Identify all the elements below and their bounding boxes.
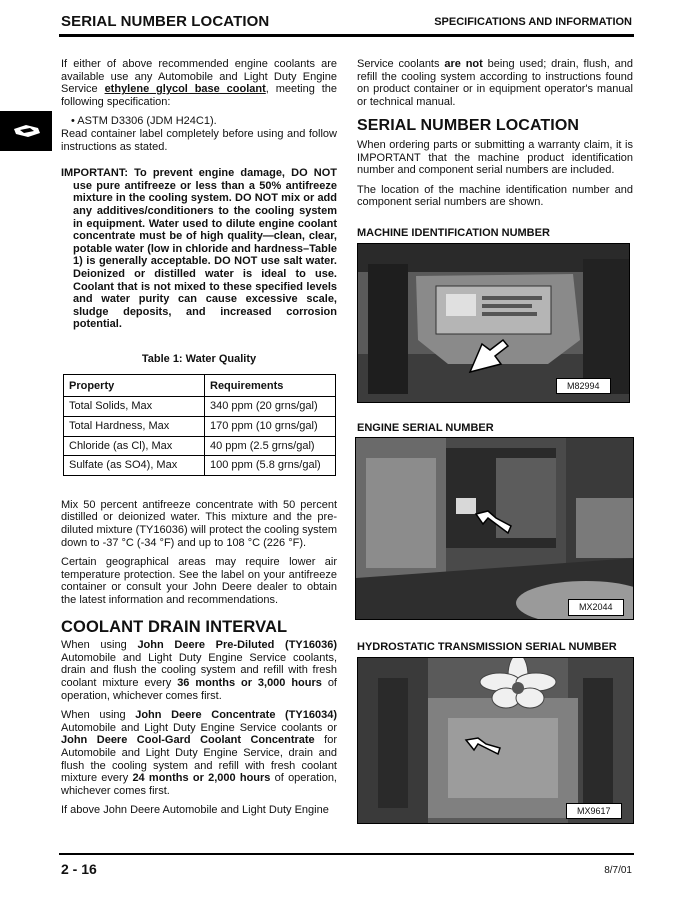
coolant-intro: If either of above recommended engine coolants are available use any Automobile and Light Duty Engine Service ethylene glycol base coolant, meeting the following specification: [61,58,337,108]
right-column [357,58,633,824]
table-title: Table 1: Water Quality [141,352,257,365]
transmission-serial-heading: HYDROSTATIC TRANSMISSION SERIAL NUMBER [357,641,617,654]
figure-code: M82994 [556,378,611,395]
drain-interval-heading: COOLANT DRAIN INTERVAL [61,617,288,636]
table-row [64,417,336,437]
table-cell: Sulfate (as SO4), Max [64,456,205,476]
page-number: 2 - 16 [61,861,97,877]
left-column [61,58,337,824]
engine-serial-photo [355,437,634,620]
transmission-illustration [358,658,634,824]
drain-paragraph-2: When using John Deere Concentrate (TY16034) Automobile and Light Duty Engine Service coolants or John Deere Cool-Gard Coolant Concentrate for Automobile and Light Duty Engine Service, drain and flush the cooling system and refill with fresh coolant mixture every 24 months or 2,000 hours of operation, whichever comes first. [61,709,337,797]
revision-date: 8/7/01 [604,865,632,876]
figure-code: MX9617 [566,803,622,820]
transmission-serial-photo [357,657,634,824]
table-cell: 170 ppm (10 grns/gal) [205,417,336,437]
mix-paragraph: Mix 50 percent antifreeze concentrate with 50 percent distilled or deionized water. This mixture and the pre-diluted mixture (TY16036) will protect the cooling system down to -37 °C (-34 °F) and up to 108 °C (226 °F). [61,498,337,549]
section-title: SERIAL NUMBER LOCATION [61,13,270,30]
serial-location-heading: SERIAL NUMBER LOCATION [357,117,580,135]
table-cell: 40 ppm (2.5 grns/gal) [205,436,336,456]
figure-code: MX2044 [568,599,624,616]
location-paragraph: The location of the machine identification number and component serial numbers are shown. [357,183,633,209]
table-cell: Total Solids, Max [64,397,205,417]
header-rule [59,34,634,37]
table-header: Requirements [205,375,336,397]
water-quality-table [63,374,336,475]
drain-paragraph-3: If above John Deere Automobile and Light Duty Engine [61,804,329,817]
engine-serial-heading: ENGINE SERIAL NUMBER [357,421,494,434]
footer-rule [59,853,634,855]
table-row [64,436,336,456]
table-header: Property [64,375,205,397]
read-label-note: Read container label completely before using and follow instructions as stated. [61,127,337,153]
chapter-title: SPECIFICATIONS AND INFORMATION [434,16,632,28]
table-cell: 340 ppm (20 grns/gal) [205,397,336,417]
section-tab-marker [0,111,52,151]
tractor-icon [12,121,42,141]
table-cell: 100 ppm (5.8 grns/gal) [205,456,336,476]
table-header-row [64,375,336,397]
important-notice: IMPORTANT: To prevent engine damage, DO NOT use pure antifreeze or less than a 50% antifreeze mixture in the cooling system. DO NOT mix or add any additives/conditioners to the cooling system in equipment. Water used to dilute engine coolant concentrate must be of high quality—clean, clear, potable water (low in chloride and hardness–Table 1) is generally acceptable. DO NOT use salt water. Deionized or distilled water is ideal to use. Coolant that is not mixed to these specified levels and water purity can cause excessive scale, sludge deposits, and increased corrosion potential. [61,167,337,331]
coolant-type-link: ethylene glycol base coolant [104,83,266,96]
table-cell: Chloride (as Cl), Max [64,436,205,456]
drain-paragraph-1: When using John Deere Pre-Diluted (TY16036) Automobile and Light Duty Engine Service coolants, drain and flush the cooling system and refill with fresh coolant mixture every 36 months or 3,000 hours of operation, whichever comes first. [61,639,338,702]
table-row [64,456,336,476]
continued-paragraph: Service coolants are not being used; drain, flush, and refill the cooling system according to instructions found on product container or in equipment operator's manual or technical manual. [357,58,633,108]
machine-id-photo [357,243,630,403]
spec-bullet: • ASTM D3306 (JDM H24C1). [71,115,217,128]
geographic-paragraph: Certain geographical areas may require lower air temperature protection. See the label on your antifreeze container or consult your John Deere dealer to obtain the latest information and recommendations. [61,556,337,606]
machine-id-heading: MACHINE IDENTIFICATION NUMBER [357,226,550,239]
ordering-paragraph: When ordering parts or submitting a warranty claim, it is IMPORTANT that the machine product identification number and component serial numbers are included. [357,138,633,177]
table-row [64,397,336,417]
table-cell: Total Hardness, Max [64,417,205,437]
engine-illustration [356,438,634,620]
